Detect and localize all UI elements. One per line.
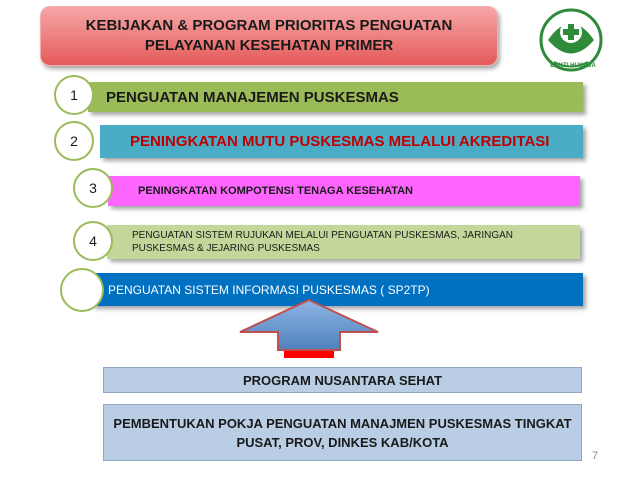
item-label-2: PENINGKATAN MUTU PUSKESMAS MELALUI AKREDITASI <box>130 133 550 150</box>
item-number-circle-5 <box>60 268 104 312</box>
page-number: 7 <box>592 450 599 462</box>
item-label-3: PENINGKATAN KOMPOTENSI TENAGA KESEHATAN <box>138 185 414 197</box>
pokja-line-2: PUSAT, PROV, DINKES KAB/KOTA <box>236 434 449 450</box>
title-line-2: PELAYANAN KESEHATAN PRIMER <box>144 37 394 54</box>
title-box <box>40 6 498 66</box>
item-label-5: PENGUATAN SISTEM INFORMASI PUSKESMAS ( SP2TP) <box>108 282 430 297</box>
up-arrow-icon <box>236 298 382 360</box>
pokja-line-1: PEMBENTUKAN POKJA PENGUATAN MANAJMEN PUSKESMAS TINGKAT <box>113 415 572 431</box>
pokja-box <box>103 404 582 461</box>
item-number-circle-1: 1 <box>54 75 94 115</box>
item-label-4-line-1: PENGUATAN SISTEM RUJUKAN MELALUI PENGUATAN PUSKESMAS, JARINGAN <box>132 230 513 241</box>
item-label-1: PENGUATAN MANAJEMEN PUSKESMAS <box>106 88 399 106</box>
program-nusantara-sehat-box <box>103 367 582 393</box>
item-bar-1 <box>88 82 583 112</box>
item-number-circle-3: 3 <box>73 168 113 208</box>
item-bar-4 <box>107 225 580 259</box>
item-bar-2 <box>100 125 583 158</box>
item-number-circle-2: 2 <box>54 121 94 161</box>
logo-text: BAKTI HUSADA <box>550 63 596 69</box>
program-label: PROGRAM NUSANTARA SEHAT <box>242 372 443 388</box>
title-line-1: KEBIJAKAN & PROGRAM PRIORITAS PENGUATAN <box>85 17 453 34</box>
item-number-circle-4: 4 <box>73 221 113 261</box>
item-bar-3 <box>108 176 580 206</box>
item-label-4-line-2: PUSKESMAS & JEJARING PUSKESMAS <box>132 243 320 254</box>
